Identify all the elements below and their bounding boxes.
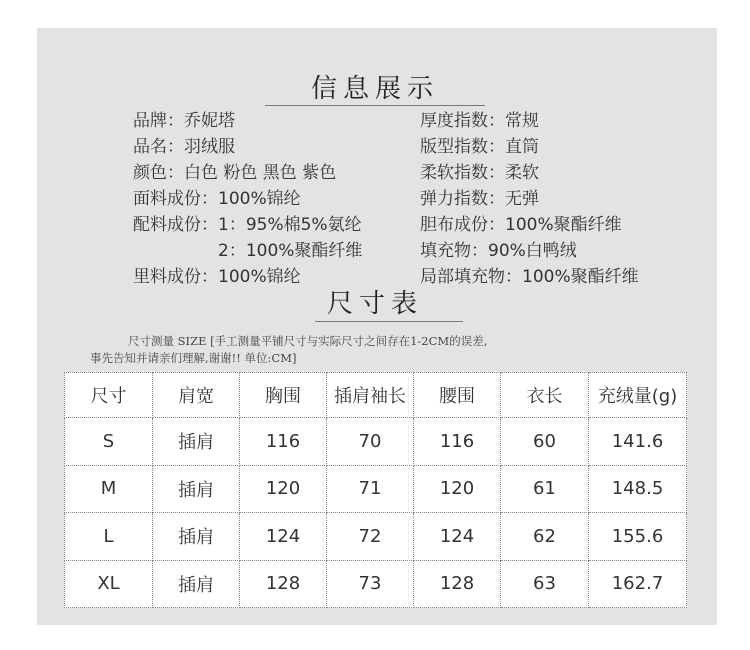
col-header-shoulder: 肩宽 <box>153 373 240 418</box>
table-cell: 插肩 <box>153 418 240 466</box>
table-cell: 141.6 <box>589 418 687 466</box>
table-cell: 162.7 <box>589 560 687 608</box>
table-row <box>65 418 687 466</box>
table-cell: 124 <box>414 513 501 561</box>
table-cell: 73 <box>327 560 414 608</box>
size-table <box>64 372 687 608</box>
col-header-waist: 腰围 <box>414 373 501 418</box>
table-cell: S <box>65 418 153 466</box>
col-header-size: 尺寸 <box>65 373 153 418</box>
size-note-line-1: 尺寸测量 SIZE [手工测量平铺尺寸与实际尺寸之间存在1-2CM的误差, <box>128 334 488 348</box>
table-cell: XL <box>65 560 153 608</box>
table-cell: 148.5 <box>589 465 687 513</box>
info-fabric: 面料成份：100%锦纶 <box>133 189 301 209</box>
col-header-down-weight: 充绒量(g) <box>589 373 687 418</box>
table-cell: 116 <box>240 418 327 466</box>
col-header-chest: 胸围 <box>240 373 327 418</box>
info-fit: 版型指数：直筒 <box>420 137 539 157</box>
table-cell: 128 <box>414 560 501 608</box>
table-cell: 155.6 <box>589 513 687 561</box>
table-cell: 120 <box>414 465 501 513</box>
table-row <box>65 513 687 561</box>
table-cell: 116 <box>414 418 501 466</box>
size-note-line-2: 事先告知并请亲们理解,谢谢!! 单位:CM] <box>90 351 297 365</box>
table-cell: 62 <box>501 513 589 561</box>
info-colors: 颜色：白色 粉色 黑色 紫色 <box>133 163 337 183</box>
info-thickness: 厚度指数：常规 <box>420 111 539 131</box>
table-cell: 插肩 <box>153 465 240 513</box>
table-row <box>65 465 687 513</box>
table-cell: 60 <box>501 418 589 466</box>
size-title: 尺寸表 <box>326 289 423 319</box>
info-down-proof-fabric: 胆布成份：100%聚酯纤维 <box>420 215 622 235</box>
table-cell: M <box>65 465 153 513</box>
info-elasticity: 弹力指数：无弹 <box>420 189 539 209</box>
info-title: 信息展示 <box>310 74 439 104</box>
info-left-column <box>133 108 362 290</box>
table-cell: 72 <box>327 513 414 561</box>
table-cell: 63 <box>501 560 589 608</box>
info-partial-filling: 局部填充物：100%聚酯纤维 <box>420 267 639 287</box>
size-table-header-row <box>65 373 687 418</box>
col-header-length: 衣长 <box>501 373 589 418</box>
info-trim-2: 2：100%聚酯纤维 <box>133 241 363 261</box>
table-cell: 插肩 <box>153 513 240 561</box>
table-cell: L <box>65 513 153 561</box>
table-row <box>65 560 687 608</box>
col-header-sleeve: 插肩袖长 <box>327 373 414 418</box>
size-note <box>90 333 690 367</box>
info-product-name: 品名：羽绒服 <box>133 137 235 157</box>
table-cell: 124 <box>240 513 327 561</box>
info-right-column <box>420 108 639 290</box>
table-cell: 70 <box>327 418 414 466</box>
info-brand: 品牌：乔妮塔 <box>133 111 235 131</box>
info-title-underline <box>265 105 485 106</box>
table-cell: 61 <box>501 465 589 513</box>
size-title-underline <box>315 321 463 322</box>
table-cell: 128 <box>240 560 327 608</box>
table-cell: 71 <box>327 465 414 513</box>
table-cell: 120 <box>240 465 327 513</box>
info-lining: 里料成份：100%锦纶 <box>133 267 301 287</box>
info-softness: 柔软指数：柔软 <box>420 163 539 183</box>
info-trim-1: 配料成份：1：95%棉5%氨纶 <box>133 215 362 235</box>
table-cell: 插肩 <box>153 560 240 608</box>
info-filling: 填充物：90%白鸭绒 <box>420 241 577 261</box>
